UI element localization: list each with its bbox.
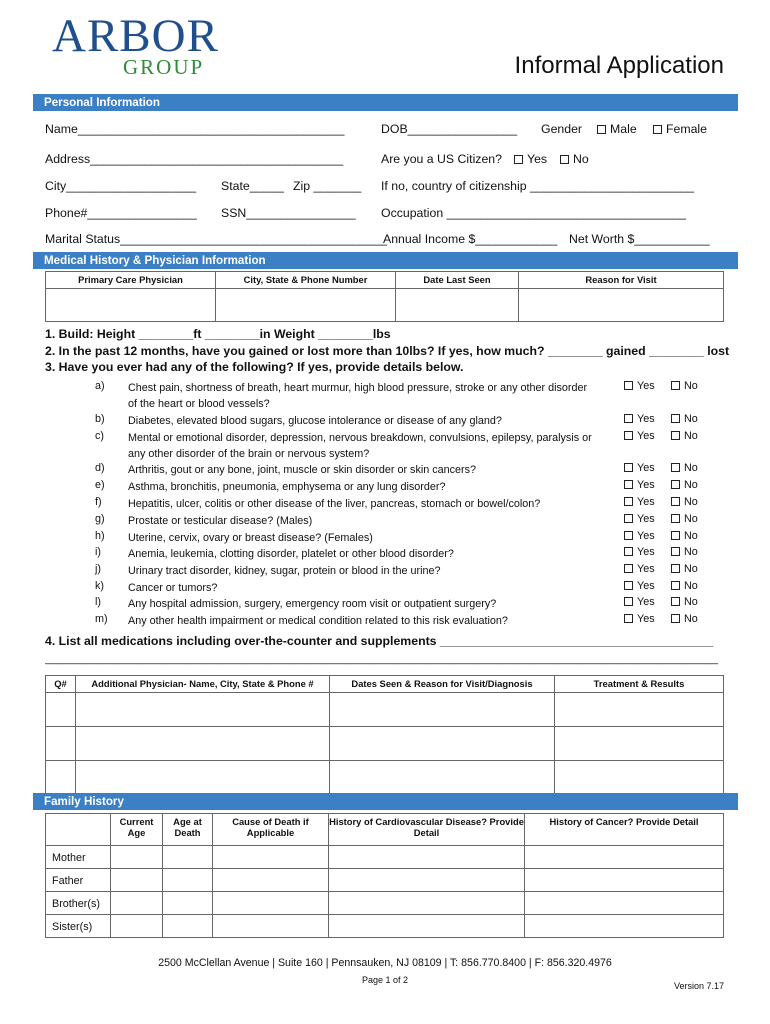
- condition-no-option[interactable]: [671, 546, 698, 558]
- table-cell[interactable]: [329, 915, 525, 938]
- col-header: Cause of Death if Applicable: [213, 814, 329, 846]
- option-label: Yes: [637, 546, 655, 558]
- condition-no-option[interactable]: [671, 580, 698, 592]
- ssn-field[interactable]: SSN________________: [221, 206, 356, 220]
- option-label: No: [684, 546, 698, 558]
- checkbox-icon[interactable]: [624, 381, 633, 390]
- option-label: Yes: [637, 513, 655, 525]
- checkbox-icon[interactable]: [624, 547, 633, 556]
- checkbox-icon[interactable]: [624, 614, 633, 623]
- table-cell[interactable]: [213, 869, 329, 892]
- condition-letter: k): [95, 580, 104, 592]
- section-personal-header: Personal Information: [33, 94, 738, 111]
- page-number: Page 1 of 2: [361, 975, 409, 985]
- citizen-no-option[interactable]: No: [560, 152, 589, 166]
- state-field[interactable]: State_____: [221, 179, 284, 193]
- condition-text: Urinary tract disorder, kidney, sugar, protein or blood in the urine?: [128, 565, 441, 577]
- checkbox-icon[interactable]: [624, 431, 633, 440]
- table-cell[interactable]: [76, 727, 330, 761]
- condition-yes-option[interactable]: [624, 546, 655, 558]
- table-cell[interactable]: [46, 727, 76, 761]
- condition-text: Cancer or tumors?: [128, 582, 218, 594]
- condition-yes-option[interactable]: [624, 380, 655, 392]
- condition-text: Arthritis, gout or any bone, joint, muscle or skin disorder or skin cancers?: [128, 464, 477, 476]
- physician-table: [45, 271, 724, 322]
- col-header: Dates Seen & Reason for Visit/Diagnosis: [330, 676, 555, 693]
- table-cell[interactable]: [396, 289, 519, 322]
- condition-text: Anemia, leukemia, clotting disorder, platelet or other blood disorder?: [128, 548, 454, 560]
- condition-text: Hepatitis, ulcer, colitis or other disease of the liver, pancreas, stomach or bowel/colon?: [128, 498, 541, 510]
- option-label: No: [684, 613, 698, 625]
- condition-letter: f): [95, 496, 102, 508]
- table-cell[interactable]: [330, 693, 555, 727]
- option-label: No: [684, 596, 698, 608]
- city-field[interactable]: City___________________: [45, 179, 197, 193]
- condition-letter: b): [95, 413, 105, 425]
- checkbox-icon[interactable]: [624, 463, 633, 472]
- question-3: 3. Have you ever had any of the following? If yes, provide details below.: [45, 360, 464, 374]
- table-cell[interactable]: [111, 846, 163, 869]
- section-medical-header: Medical History & Physician Information: [33, 252, 738, 269]
- table-cell[interactable]: [525, 869, 724, 892]
- col-header: Primary Care Physician: [46, 272, 216, 289]
- table-cell[interactable]: [76, 761, 330, 795]
- checkbox-icon[interactable]: [653, 125, 662, 134]
- citizen-yes-option[interactable]: Yes: [514, 152, 547, 166]
- option-label: Yes: [637, 430, 655, 442]
- option-label: No: [684, 413, 698, 425]
- option-label: Yes: [637, 496, 655, 508]
- checkbox-icon[interactable]: [597, 125, 606, 134]
- table-cell[interactable]: [330, 761, 555, 795]
- gender-female-option[interactable]: Female: [653, 122, 707, 136]
- checkbox-icon[interactable]: [624, 497, 633, 506]
- condition-no-option[interactable]: [671, 413, 698, 425]
- checkbox-icon[interactable]: [624, 480, 633, 489]
- checkbox-icon[interactable]: [671, 480, 680, 489]
- checkbox-icon[interactable]: [624, 531, 633, 540]
- country-field[interactable]: If no, country of citizenship ________________________: [381, 179, 695, 193]
- marital-status-field[interactable]: Marital Status_______________________________________: [45, 232, 387, 246]
- condition-no-option[interactable]: [671, 430, 698, 442]
- table-cell[interactable]: [76, 693, 330, 727]
- condition-no-option[interactable]: [671, 496, 698, 508]
- col-header: Q#: [46, 676, 76, 693]
- condition-text: Uterine, cervix, ovary or breast disease? (Females): [128, 532, 373, 544]
- question-1: 1. Build: Height ________ft ________in Weight ________lbs: [45, 327, 391, 341]
- option-label: No: [684, 380, 698, 392]
- row-label-mother: Mother: [46, 846, 111, 869]
- option-label: No: [684, 430, 698, 442]
- address-field[interactable]: Address_____________________________________: [45, 152, 344, 166]
- condition-text: Any other health impairment or medical condition related to this risk evaluation?: [128, 615, 508, 627]
- table-cell[interactable]: [163, 869, 213, 892]
- condition-yes-option[interactable]: [624, 580, 655, 592]
- table-cell[interactable]: [111, 869, 163, 892]
- option-label: Yes: [637, 380, 655, 392]
- checkbox-icon[interactable]: [671, 531, 680, 540]
- us-citizen-label: Are you a US Citizen?: [381, 152, 502, 166]
- option-label: No: [684, 513, 698, 525]
- logo-subtitle: GROUP: [123, 55, 205, 79]
- question-2: 2. In the past 12 months, have you gained or lost more than 10lbs? If yes, how much? ________ gained ________ lost: [45, 344, 730, 358]
- col-header: Reason for Visit: [519, 272, 724, 289]
- name-field[interactable]: Name_______________________________________: [45, 122, 345, 136]
- option-label: Yes: [637, 613, 655, 625]
- condition-text: Asthma, bronchitis, pneumonia, emphysema or any lung disorder?: [128, 481, 446, 493]
- checkbox-icon[interactable]: [624, 564, 633, 573]
- table-cell[interactable]: [555, 693, 724, 727]
- condition-letter: l): [95, 596, 101, 608]
- col-header: History of Cancer? Provide Detail: [525, 814, 724, 846]
- checkbox-icon[interactable]: [560, 155, 569, 164]
- logo-wordmark: ARBOR: [52, 10, 219, 62]
- table-cell[interactable]: [525, 892, 724, 915]
- version-label: Version 7.17: [673, 981, 724, 991]
- condition-yes-option[interactable]: [624, 563, 655, 575]
- table-cell[interactable]: [111, 892, 163, 915]
- condition-letter: m): [95, 613, 108, 625]
- additional-physician-table: [45, 675, 724, 795]
- checkbox-icon[interactable]: [624, 597, 633, 606]
- table-cell[interactable]: [555, 761, 724, 795]
- occupation-field[interactable]: Occupation ___________________________________: [381, 206, 686, 220]
- condition-yes-option[interactable]: [624, 430, 655, 442]
- table-cell[interactable]: [213, 915, 329, 938]
- table-cell[interactable]: [329, 846, 525, 869]
- col-header: Current Age: [111, 814, 163, 846]
- table-cell[interactable]: [525, 846, 724, 869]
- checkbox-icon[interactable]: [671, 381, 680, 390]
- condition-letter: j): [95, 563, 101, 575]
- table-cell[interactable]: [46, 289, 216, 322]
- checkbox-icon[interactable]: [671, 431, 680, 440]
- table-cell[interactable]: [213, 892, 329, 915]
- dob-field[interactable]: DOB________________: [381, 122, 518, 136]
- annual-income-field[interactable]: Annual Income $____________: [383, 232, 558, 246]
- condition-text: Mental or emotional disorder, depression, nervous breakdown, convulsions, epilepsy, paralysis or any other disorder of the brain or nervous system?: [128, 432, 592, 460]
- condition-no-option[interactable]: [671, 530, 698, 542]
- condition-letter: c): [95, 430, 104, 442]
- phone-field[interactable]: Phone#________________: [45, 206, 197, 220]
- checkbox-icon[interactable]: [671, 547, 680, 556]
- checkbox-icon[interactable]: [671, 597, 680, 606]
- checkbox-icon[interactable]: [671, 564, 680, 573]
- option-label: Yes: [637, 596, 655, 608]
- condition-yes-option[interactable]: [624, 596, 655, 608]
- condition-no-option[interactable]: [671, 380, 698, 392]
- gender-label: Gender: [541, 122, 583, 136]
- option-label: No: [684, 462, 698, 474]
- checkbox-icon[interactable]: [671, 463, 680, 472]
- table-cell[interactable]: [519, 289, 724, 322]
- checkbox-icon[interactable]: [671, 581, 680, 590]
- condition-no-option[interactable]: [671, 479, 698, 491]
- table-cell[interactable]: [163, 846, 213, 869]
- table-cell[interactable]: [213, 846, 329, 869]
- zip-field[interactable]: Zip _______: [293, 179, 362, 193]
- condition-yes-option[interactable]: [624, 413, 655, 425]
- condition-yes-option[interactable]: [624, 479, 655, 491]
- condition-no-option[interactable]: [671, 513, 698, 525]
- condition-no-option[interactable]: [671, 462, 698, 474]
- footer-address: 2500 McClellan Avenue | Suite 160 | Pennsauken, NJ 08109 | T: 856.770.8400 | F: 856.320.4976: [158, 957, 612, 969]
- condition-letter: h): [95, 530, 105, 542]
- option-label: Yes: [637, 530, 655, 542]
- checkbox-icon[interactable]: [624, 514, 633, 523]
- option-label: Yes: [637, 413, 655, 425]
- option-label: Yes: [637, 479, 655, 491]
- section-family-header: Family History: [33, 793, 738, 810]
- checkbox-icon[interactable]: [671, 614, 680, 623]
- condition-yes-option[interactable]: [624, 462, 655, 474]
- condition-yes-option[interactable]: [624, 613, 655, 625]
- checkbox-icon[interactable]: [624, 414, 633, 423]
- condition-letter: i): [95, 546, 101, 558]
- table-cell[interactable]: [329, 869, 525, 892]
- col-header: Date Last Seen: [396, 272, 519, 289]
- option-label: No: [684, 563, 698, 575]
- table-cell[interactable]: [163, 892, 213, 915]
- option-label: Yes: [637, 580, 655, 592]
- condition-text: Prostate or testicular disease? (Males): [128, 515, 313, 527]
- col-header: History of Cardiovascular Disease? Provide Detail: [329, 814, 525, 846]
- checkbox-icon[interactable]: [671, 497, 680, 506]
- option-label: Yes: [637, 462, 655, 474]
- net-worth-field[interactable]: Net Worth $___________: [569, 232, 710, 246]
- option-label: Yes: [637, 563, 655, 575]
- condition-yes-option[interactable]: [624, 513, 655, 525]
- col-header: Age at Death: [163, 814, 213, 846]
- table-cell[interactable]: [111, 915, 163, 938]
- option-label: No: [684, 580, 698, 592]
- medications-line[interactable]: ______________________________________________________________________________________________________________: [45, 653, 718, 665]
- row-label-brothers: Brother(s): [46, 892, 111, 915]
- col-header-blank: [46, 814, 111, 846]
- condition-letter: e): [95, 479, 105, 491]
- condition-yes-option[interactable]: [624, 496, 655, 508]
- row-label-sisters: Sister(s): [46, 915, 111, 938]
- checkbox-icon[interactable]: [514, 155, 523, 164]
- table-cell[interactable]: [46, 693, 76, 727]
- condition-letter: a): [95, 380, 105, 392]
- question-4: 4. List all medications including over-the-counter and supplements ________________________________________: [45, 634, 714, 648]
- table-cell[interactable]: [216, 289, 396, 322]
- col-header: Treatment & Results: [555, 676, 724, 693]
- condition-text: Any hospital admission, surgery, emergency room visit or outpatient surgery?: [128, 598, 497, 610]
- condition-no-option[interactable]: [671, 563, 698, 575]
- option-label: No: [684, 479, 698, 491]
- row-label-father: Father: [46, 869, 111, 892]
- table-cell[interactable]: [163, 915, 213, 938]
- col-header: Additional Physician- Name, City, State & Phone #: [76, 676, 330, 693]
- condition-letter: g): [95, 513, 105, 525]
- condition-letter: d): [95, 462, 105, 474]
- checkbox-icon[interactable]: [671, 414, 680, 423]
- table-cell[interactable]: [46, 761, 76, 795]
- table-cell[interactable]: [525, 915, 724, 938]
- condition-text: Diabetes, elevated blood sugars, glucose intolerance or disease of any gland?: [128, 415, 502, 427]
- page-title: Informal Application: [514, 52, 724, 79]
- checkbox-icon[interactable]: [624, 581, 633, 590]
- family-history-table: [45, 813, 724, 938]
- checkbox-icon[interactable]: [671, 514, 680, 523]
- table-cell[interactable]: [329, 892, 525, 915]
- option-label: No: [684, 496, 698, 508]
- col-header: City, State & Phone Number: [216, 272, 396, 289]
- option-label: No: [684, 530, 698, 542]
- gender-male-option[interactable]: Male: [597, 122, 637, 136]
- table-cell[interactable]: [330, 727, 555, 761]
- condition-no-option[interactable]: [671, 596, 698, 608]
- table-cell[interactable]: [555, 727, 724, 761]
- condition-no-option[interactable]: [671, 613, 698, 625]
- condition-yes-option[interactable]: [624, 530, 655, 542]
- condition-text: Chest pain, shortness of breath, heart murmur, high blood pressure, stroke or any other disorder of the heart or blood vessels?: [128, 382, 588, 410]
